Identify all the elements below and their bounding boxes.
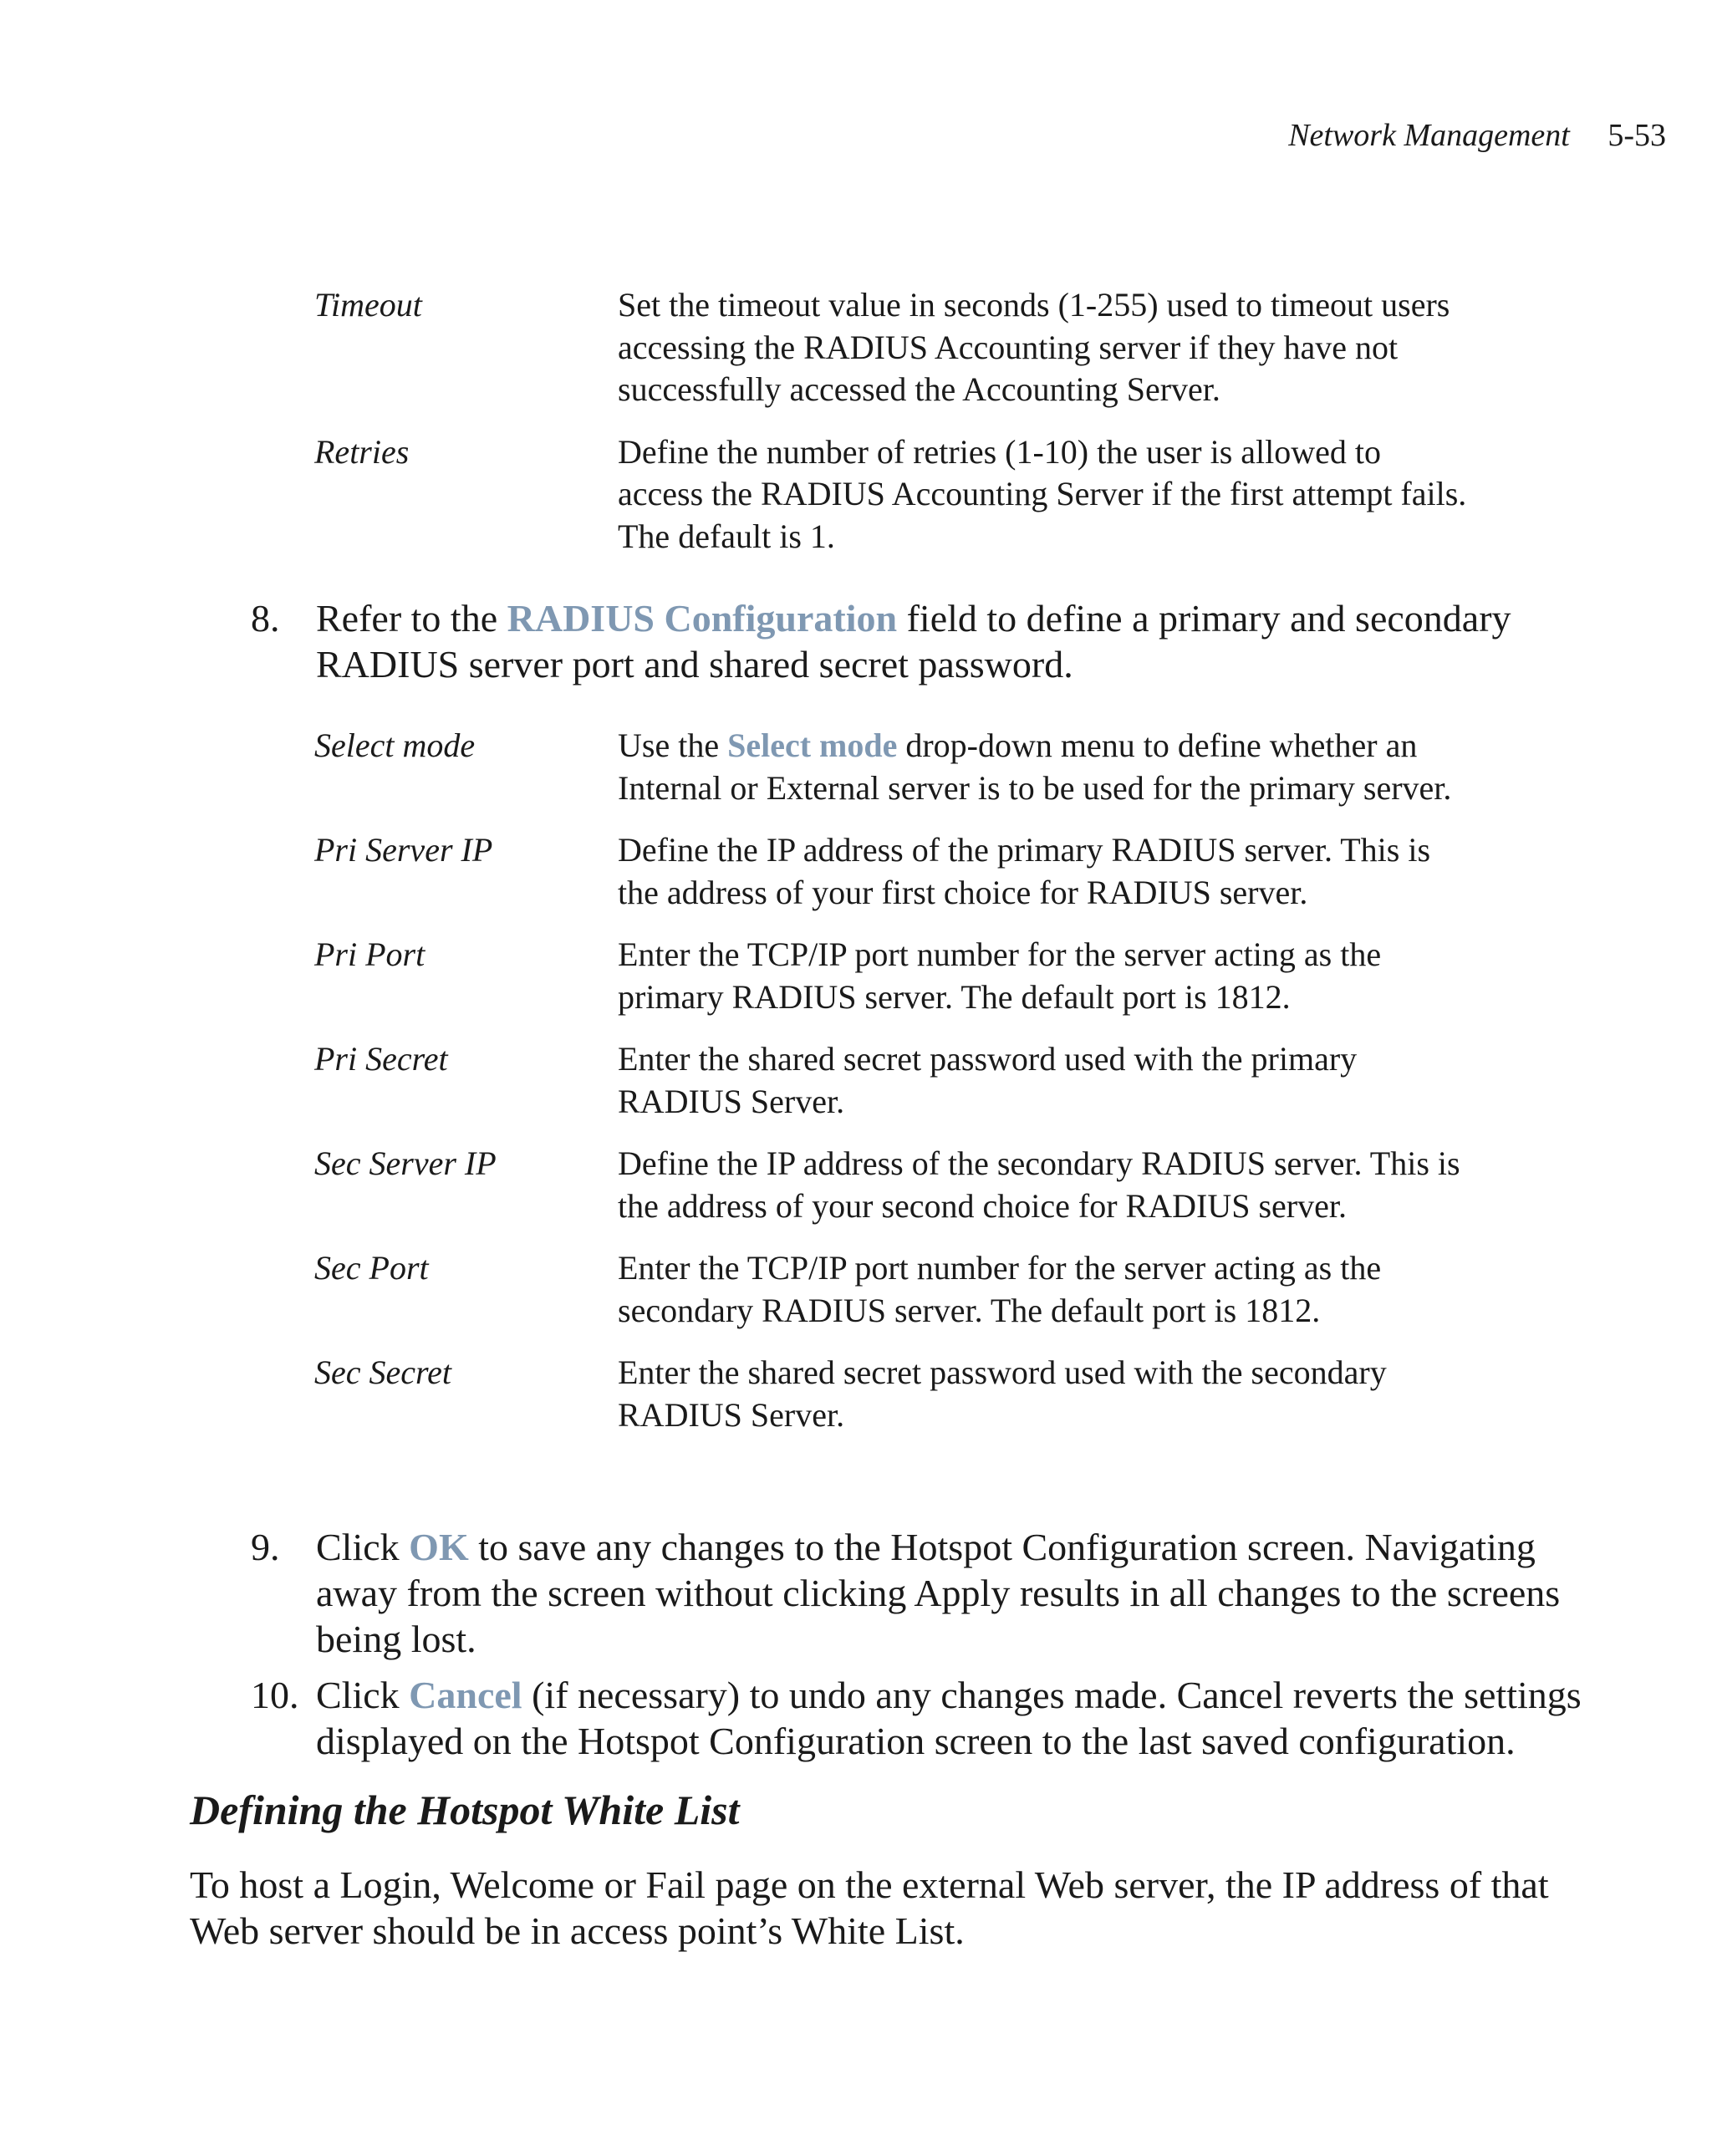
definition-row-pri-server-ip [314,829,1501,914]
definition-row-sec-port [314,1247,1501,1332]
step-8 [251,595,1588,687]
ui-reference-select-mode: Select mode [727,726,898,764]
ui-reference-ok-button: OK [409,1526,469,1568]
step-text-post: to save any changes to the Hotspot Configuration screen. Navigating away from the screen without clicking Apply results in all changes to the screens being lost. [316,1526,1561,1660]
page-header [1288,115,1666,155]
definition-row-sec-secret [314,1352,1501,1436]
definition-row-sec-server-ip [314,1143,1501,1227]
definition-term: Timeout [314,286,422,324]
definition-term: Sec Port [314,1249,429,1287]
definition-description: Enter the TCP/IP port number for the server acting as the secondary RADIUS server. The default port is 1812. [618,1249,1382,1329]
definition-row-select-mode [314,725,1501,809]
step-number: 10. [251,1674,299,1716]
definition-description: Enter the TCP/IP port number for the server acting as the primary RADIUS server. The default port is 1812. [618,935,1382,1016]
ui-reference-radius-configuration: RADIUS Configuration [507,597,898,640]
definition-description: Define the number of retries (1-10) the user is allowed to access the RADIUS Accounting Server if the first attempt fails. The default is 1. [618,432,1467,555]
step-text-post: (if necessary) to undo any changes made. Cancel reverts the settings displayed on the Hotspot Configuration screen to the last saved configuration. [316,1674,1582,1762]
step-text [316,1524,1588,1662]
step-number: 9. [251,1526,280,1568]
definition-description: Define the IP address of the secondary RADIUS server. This is the address of your second choice for RADIUS server. [618,1144,1460,1225]
definition-description: Enter the shared secret password used with the secondary RADIUS Server. [618,1353,1387,1434]
section-body-paragraph: To host a Login, Welcome or Fail page on the external Web server, the IP address of that Web server should be in access point’s White List. [190,1863,1549,1952]
step-number: 8. [251,597,280,640]
definition-row-timeout [314,284,1501,411]
definition-description: Define the IP address of the primary RADIUS server. This is the address of your first choice for RADIUS server. [618,831,1431,911]
running-header-section: Network Management [1288,118,1570,153]
step-text-pre: Refer to the [316,597,507,640]
definition-row-retries [314,431,1501,558]
step-10 [251,1672,1588,1764]
definition-description: Enter the shared secret password used with the primary RADIUS Server. [618,1040,1358,1120]
step-text-pre: Click [316,1674,410,1716]
desc-post: drop-down menu to define whether an Internal or External server is to be used for the primary server. [618,726,1452,807]
section-heading: Defining the Hotspot White List [190,1786,740,1833]
definition-term: Sec Server IP [314,1144,497,1182]
desc-pre: Use the [618,726,728,764]
ui-reference-cancel-button: Cancel [409,1674,522,1716]
definition-term: Sec Secret [314,1353,451,1391]
definition-description [618,725,1470,809]
radius-parameter-list [314,725,1501,1456]
accounting-parameter-list [314,284,1501,578]
step-text-pre: Click [316,1526,410,1568]
step-text [316,1672,1588,1764]
step-9 [251,1524,1588,1662]
definition-row-pri-port [314,934,1501,1018]
definition-term: Retries [314,432,410,471]
definition-description: Set the timeout value in seconds (1-255) used to timeout users accessing the RADIUS Accounting server if they have not successfully accessed the Accounting Server. [618,286,1450,408]
step-text-post: field to define a primary and secondary RADIUS server port and shared secret password. [316,597,1511,686]
definition-row-pri-secret [314,1038,1501,1123]
definition-term: Pri Server IP [314,831,493,869]
definition-term: Pri Secret [314,1040,448,1078]
step-text [316,595,1588,687]
definition-term: Select mode [314,726,476,764]
page-number: 5-53 [1608,118,1666,153]
definition-term: Pri Port [314,935,425,973]
